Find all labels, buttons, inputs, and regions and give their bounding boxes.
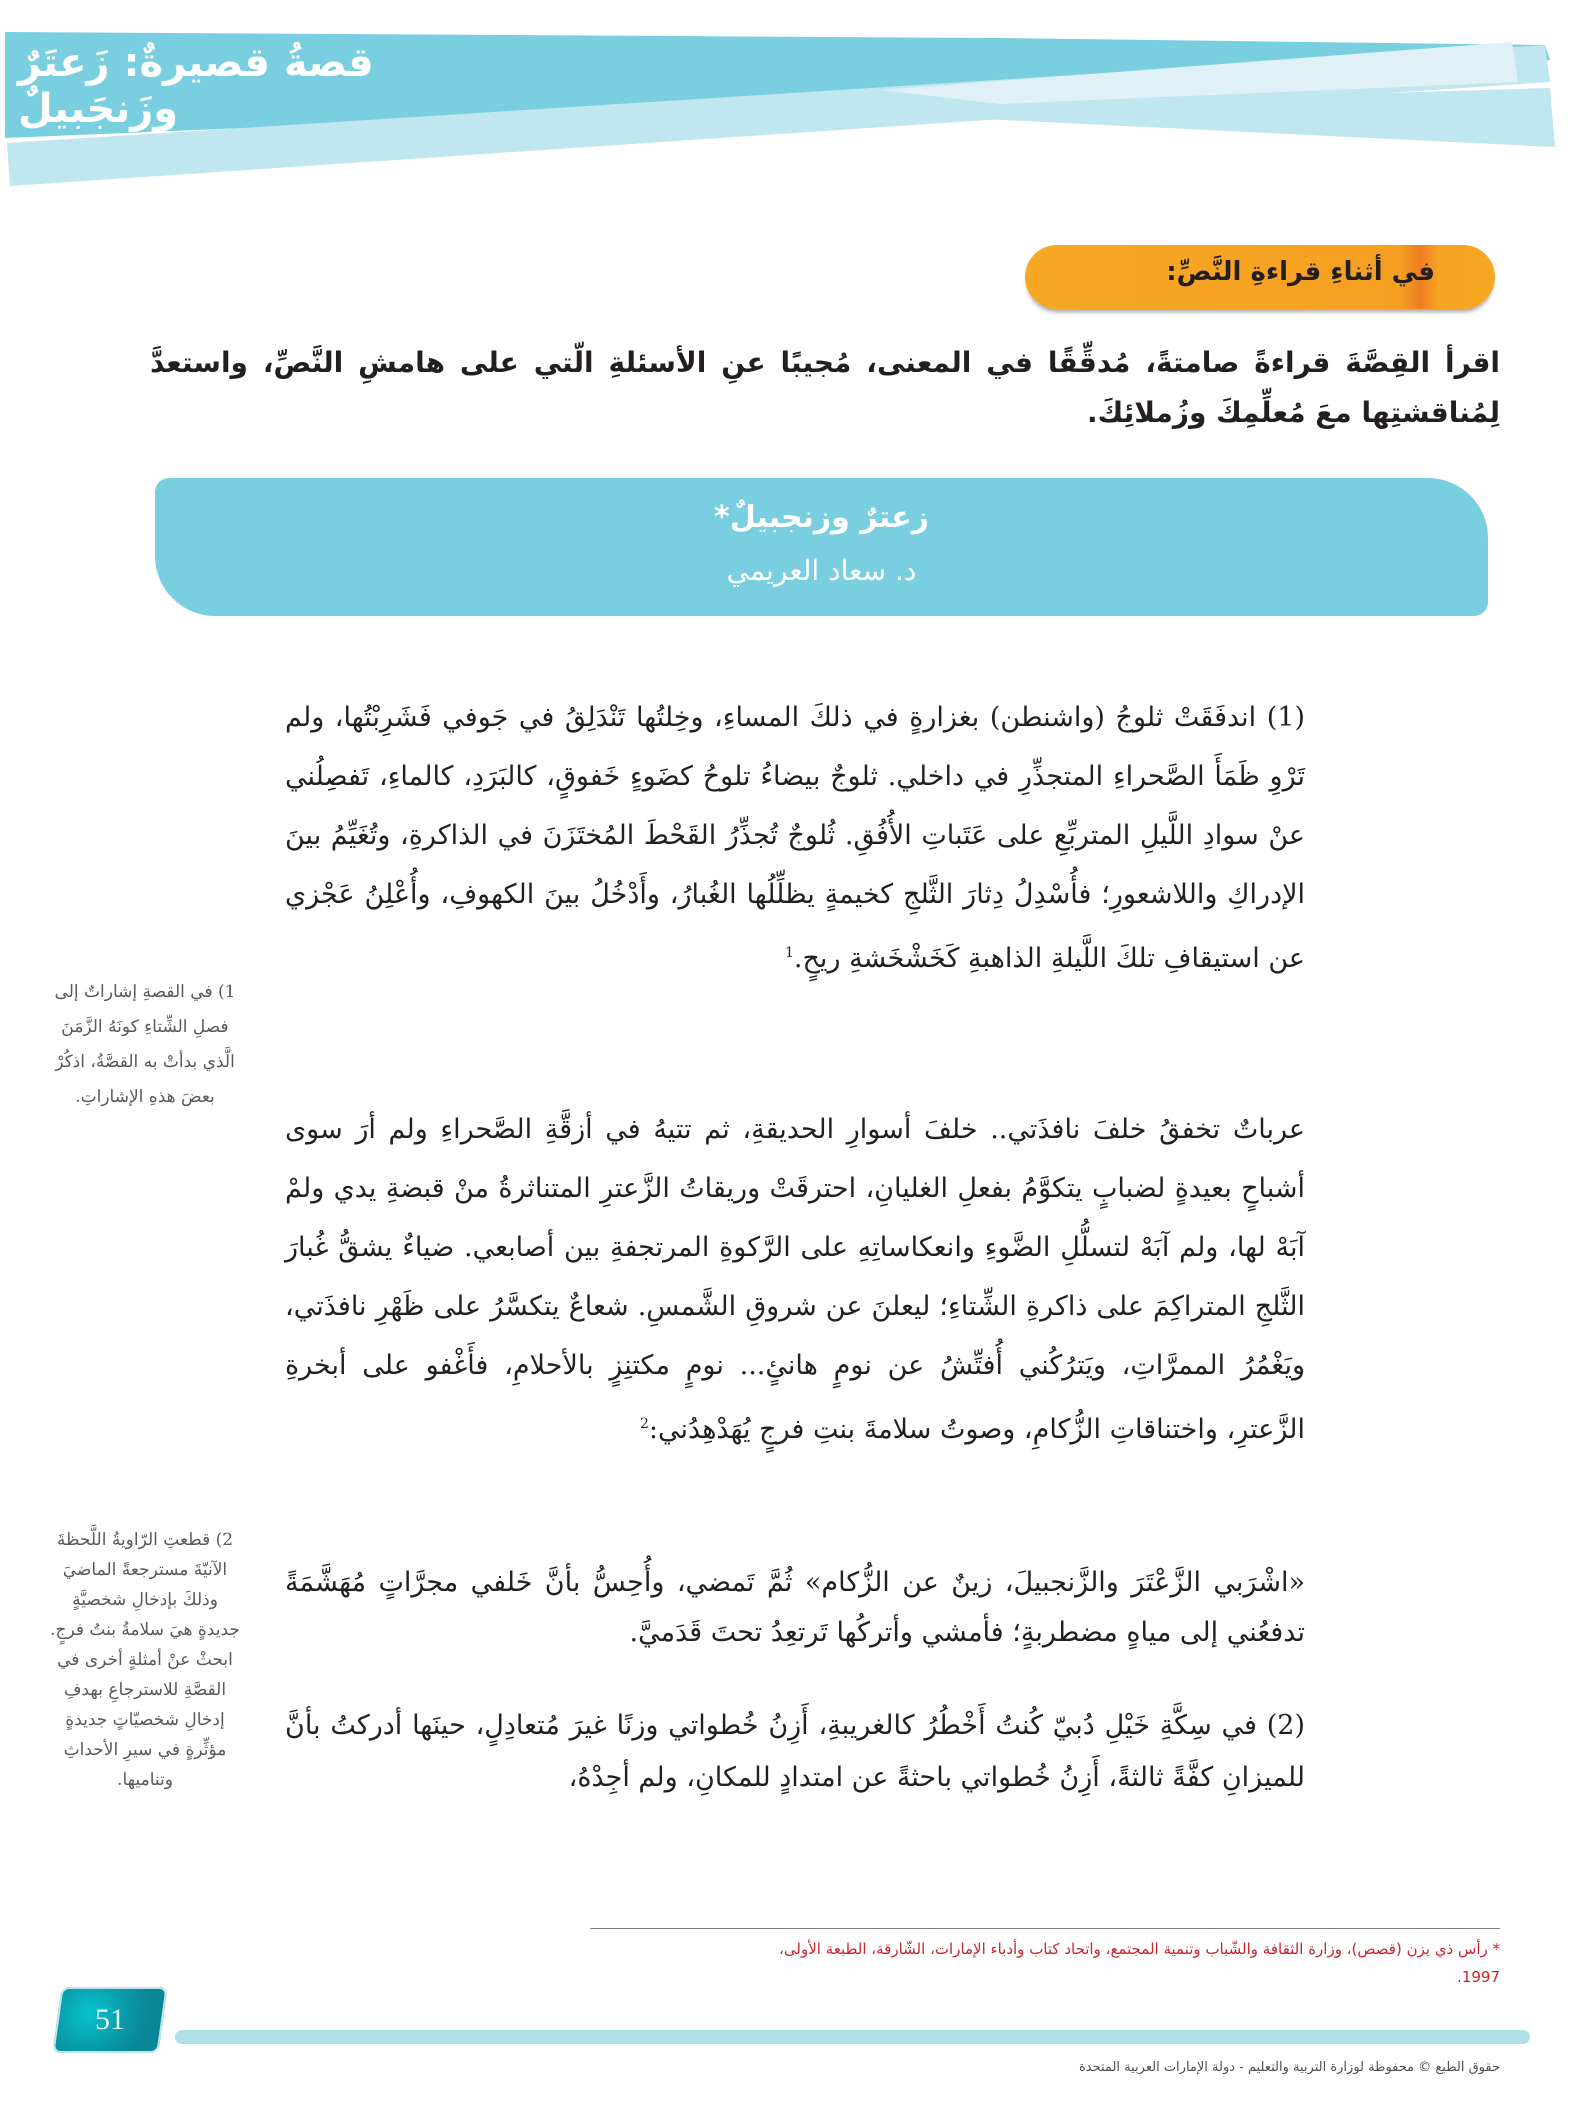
story-author: د. سعاد العريمي (726, 554, 917, 587)
section-label-text: في أثناءِ قراءةِ النَّصِّ: (1166, 257, 1435, 287)
story-paragraph-1 (285, 688, 1305, 988)
page-number: 51 (95, 2003, 125, 2036)
question-ref-1: 1 (785, 945, 794, 961)
page-number-badge (52, 1987, 167, 2053)
question-ref-2: 2 (639, 1416, 649, 1432)
chapter-title-text: قصةُ قصيرةٌ: زَعتَرٌ وزَنجَبيلٌ (18, 40, 374, 132)
margin-question-2: 2) قطعتِ الرّاويةُ اللَّحظةَ الآنيّةَ مسترجعةً الماضيَ وذلكَ بإدخالِ شخصيَّةٍ جديدةٍ هيَ سلامةُ بنتُ فرجٍ. ابحثْ عنْ أمثلةٍ أخرى في القصَّةِ للاسترجاعِ بهدفِ إدخالِ شخصيّاتٍ جديدةٍ مؤثِّرةٍ في سيرِ الأحداثِ وتناميها. (50, 1530, 240, 1790)
paragraph-4-text: (2) في سِكَّةِ خَيْلِ دُبيّ كُنتُ أَخْطُرُ كالغريبةِ، أَزِنُ خُطواتي وزنًا غيرَ مُتعادِلٍ، حينَها أدركتُ بأنَّ للميزانِ كفَّةً ثالثةً، أَزِنُ خُطواتي باحثةً عن امتدادٍ للمكانِ، ولم أجِدْهُ، (285, 1710, 1305, 1793)
chapter-title (18, 40, 538, 132)
paragraph-3-text: «اشْرَبي الزَّعْتَرَ والزَّنجبيلَ، زينٌ عن الزُّكام» ثُمَّ تَمضي، وأُحِسُّ بأنَّ خَلفي مجرَّاتٍ مُهَشَّمَةً تدفعُني إلى مياهٍ مضطربةٍ؛ فأمشي وأتركُها تَرتعِدُ تحتَ قَدَميَّ. (285, 1567, 1305, 1648)
story-paragraph-3 (285, 1558, 1305, 1658)
reading-instruction: اقرأ القِصَّةَ قراءةً صامتةً، مُدقِّقًا في المعنى، مُجيبًا عنِ الأسئلةِ الّتي على هامشِ النَّصِّ، واستعدَّ لِمُناقشتِها معَ مُعلِّمِكَ وزُملائِكَ. (150, 346, 1500, 429)
footnote-divider (590, 1928, 1500, 1929)
chapter-banner (0, 0, 1572, 200)
story-title: زعترٌ وزنجبيلٌ* (714, 500, 929, 535)
story-paragraph-4 (285, 1700, 1305, 1804)
paragraph-1-text: (1) اندفَقَتْ ثلوجُ (واشنطن) بغزارةٍ في ذلكَ المساءِ، وخِلتُها تَنْدَلِقُ في جَوفي فَشَرِبْتُها، ولم تَرْوِ ظَمَأَ الصَّحراءِ المتجذِّرِ في داخلي. ثلوجٌ بيضاءُ تلوحُ كضَوءٍ خَفوقٍ، كالبَرَدِ، كالماءِ، تَفصِلُني عنْ سوادِ اللَّيلِ المتربِّعِ على عَتَباتِ الأُفُقِ. ثُلوجٌ تُجذِّرُ القَحْطَ المُختَزَنَ في الذاكرةِ، وتُغَيِّمُ بينَ الإدراكِ واللاشعورِ؛ فأُسْدِلُ دِثارَ الثَّلجِ كخيمةٍ يظلِّلُها الغُبارُ، وأَدْخُلُ بينَ الكهوفِ، وأُعْلِنُ عَجْزي عن استيقافِ تلكَ اللَّيلةِ الذاهبةِ كَخَشْخَشةِ ريحٍ. (285, 702, 1305, 974)
footer-bar (175, 2030, 1530, 2044)
copyright-notice: حقوق الطبع © محفوظة لوزارة التربية والتعليم - دولة الإمارات العربية المتحدة (1078, 2060, 1500, 2075)
footnote-line-2: 1997. (1457, 1968, 1500, 1986)
footnote (380, 1935, 1500, 1991)
footnote-line-1: * رأس ذي يزن (قصص)، وزارة الثقافة والشّباب وتنمية المجتمع، واتحاد كتاب وأدباء الإمارات، الشّارقة، الطبعة الأولى، (779, 1940, 1500, 1958)
story-paragraph-2 (285, 1100, 1305, 1459)
margin-question-1: 1) في القصةِ إشاراتٌ إلى فصلِ الشِّتاءِ كونَهُ الزَّمَنَ الَّذي بدأتْ به القصَّةُ، اذكُرْ بعضَ هذهِ الإشاراتِ. (54, 982, 236, 1107)
section-label-pill (1025, 245, 1495, 309)
paragraph-2-text: عرباتٌ تخفقُ خلفَ نافذَتي.. خلفَ أسوارِ الحديقةِ، ثم تتيهُ في أزقَّةِ الصَّحراءِ ولم أرَ سوى أشباحٍ بعيدةٍ لضبابٍ يتكوَّمُ بفعلِ الغليانِ، احترقَتْ وريقاتُ الزَّعترِ المتناثرةُ منْ قبضةِ يدي ولمْ آبَهْ لها، ولم آبَهْ لتسلُّلِ الضَّوءِ وانعكاساتِهِ على الرَّكوةِ المرتجفةِ بين أصابعي. ضياءٌ يشقُّ غُبارَ الثَّلجِ المتراكِمَ على ذاكرةِ الشِّتاءِ؛ ليعلنَ عن شروقِ الشَّمسِ. شعاعٌ يتكسَّرُ على ظَهْرِ نافذَتي، ويَغْمُرُ الممرَّاتِ، ويَترُكُني أُفتِّشُ عن نومٍ هانئٍ... نومٍ مكتنِزٍ بالأحلامِ، فأَغْفو على أبخرةِ الزَّعترِ، واختناقاتِ الزُّكامِ، وصوتُ سلامةَ بنتِ فرجٍ يُهَدْهِدُني: (285, 1114, 1305, 1445)
story-title-box (155, 478, 1488, 616)
